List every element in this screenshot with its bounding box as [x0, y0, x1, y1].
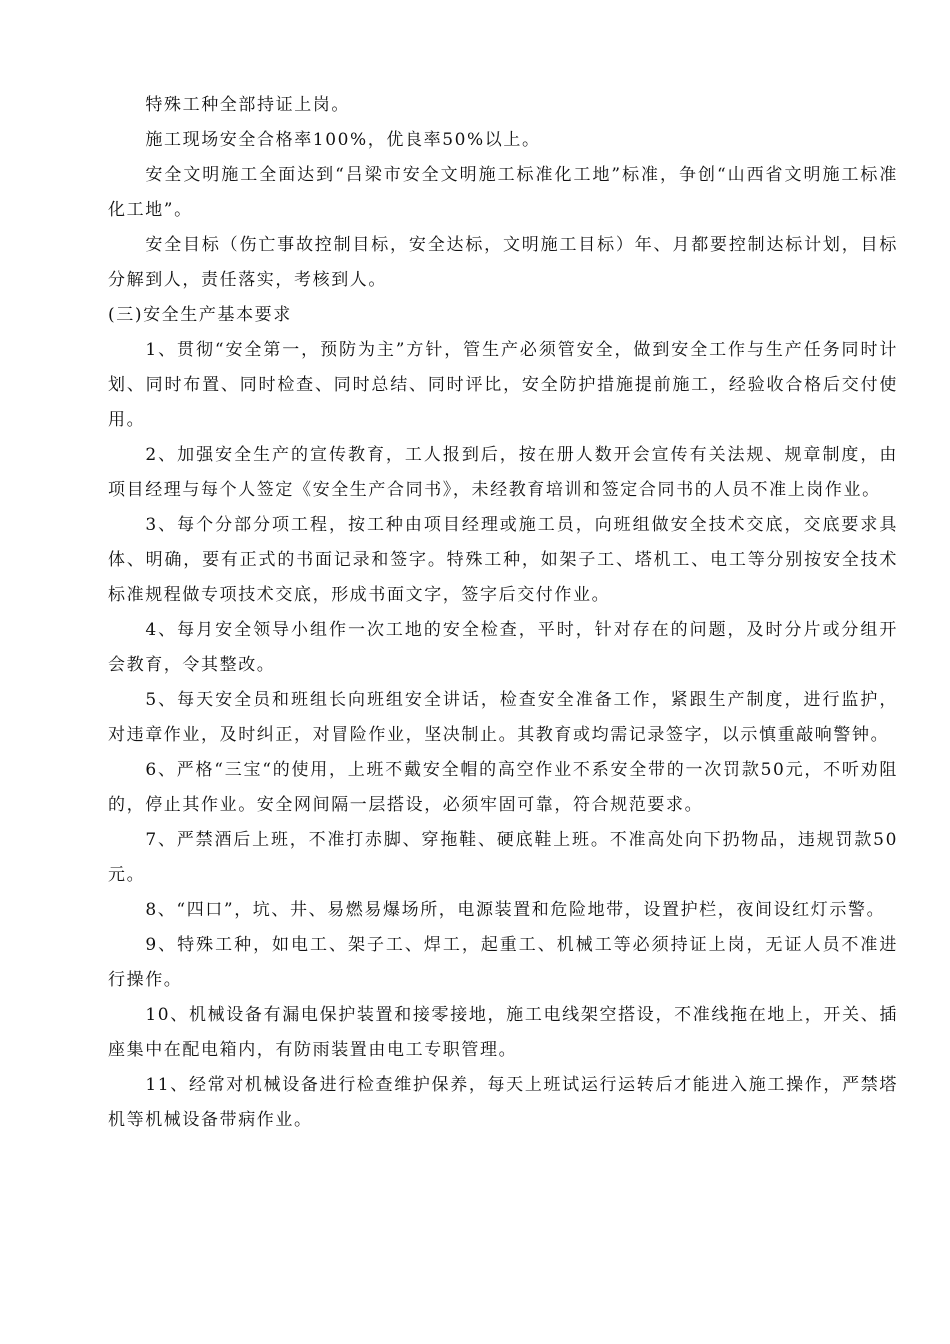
intro-paragraph-2: 施工现场安全合格率100%，优良率50%以上。 — [145, 130, 541, 150]
requirement-7: 7、严禁酒后上班，不准打赤脚、穿拖鞋、硬底鞋上班。不准高处向下扔物品，违规罚款50元。 — [108, 830, 898, 885]
requirement-2: 2、加强安全生产的宣传教育，工人报到后，按在册人数开会宣传有关法规、规章制度，由项目经理与每个人签定《安全生产合同书》，未经教育培训和签定合同书的人员不准上岗作业。 — [108, 445, 898, 500]
requirement-9: 9、特殊工种，如电工、架子工、焊工，起重工、机械工等必须持证上岗，无证人员不准进行操作。 — [108, 935, 898, 990]
requirement-4: 4、每月安全领导小组作一次工地的安全检查，平时，针对存在的问题，及时分片或分组开会教育，令其整改。 — [108, 620, 898, 675]
requirement-3: 3、每个分部分项工程，按工种由项目经理或施工员，向班组做安全技术交底，交底要求具体、明确，要有正式的书面记录和签字。特殊工种，如架子工、塔机工、电工等分别按安全技术标准规程做专项技术交底，形成书面文字，签字后交付作业。 — [108, 515, 898, 605]
requirement-8: 8、“四口”，坑、井、易燃易爆场所，电源装置和危险地带，设置护栏，夜间设红灯示警。 — [145, 900, 886, 920]
requirement-5: 5、每天安全员和班组长向班组安全讲话，检查安全准备工作，紧跟生产制度，进行监护，对违章作业，及时纠正，对冒险作业，坚决制止。其教育或均需记录签字，以示慎重敲响警钟。 — [108, 690, 898, 745]
requirement-11: 11、经常对机械设备进行检查维护保养，每天上班试运行运转后才能进入施工操作，严禁塔机等机械设备带病作业。 — [108, 1075, 898, 1130]
requirement-6: 6、严格“三宝“的使用，上班不戴安全帽的高空作业不系安全带的一次罚款50元，不听劝阻的，停止其作业。安全网间隔一层搭设，必须牢固可靠，符合规范要求。 — [108, 760, 898, 815]
intro-paragraph-1: 特殊工种全部持证上岗。 — [145, 95, 350, 115]
requirement-1: 1、贯彻“安全第一，预防为主”方针，管生产必须管安全，做到安全工作与生产任务同时计划、同时布置、同时检查、同时总结、同时评比，安全防护措施提前施工，经验收合格后交付使用。 — [108, 340, 898, 430]
intro-paragraph-4: 安全目标（伤亡事故控制目标，安全达标，文明施工目标）年、月都要控制达标计划，目标分解到人，责任落实，考核到人。 — [108, 235, 898, 290]
intro-paragraph-3: 安全文明施工全面达到“吕梁市安全文明施工标准化工地”标准，争创“山西省文明施工标准化工地”。 — [108, 165, 898, 220]
requirement-10: 10、机械设备有漏电保护装置和接零接地，施工电线架空搭设，不准线拖在地上，开关、插座集中在配电箱内，有防雨装置由电工专职管理。 — [108, 1005, 898, 1060]
section-heading: (三)安全生产基本要求 — [108, 305, 292, 325]
document-page — [108, 88, 898, 1138]
